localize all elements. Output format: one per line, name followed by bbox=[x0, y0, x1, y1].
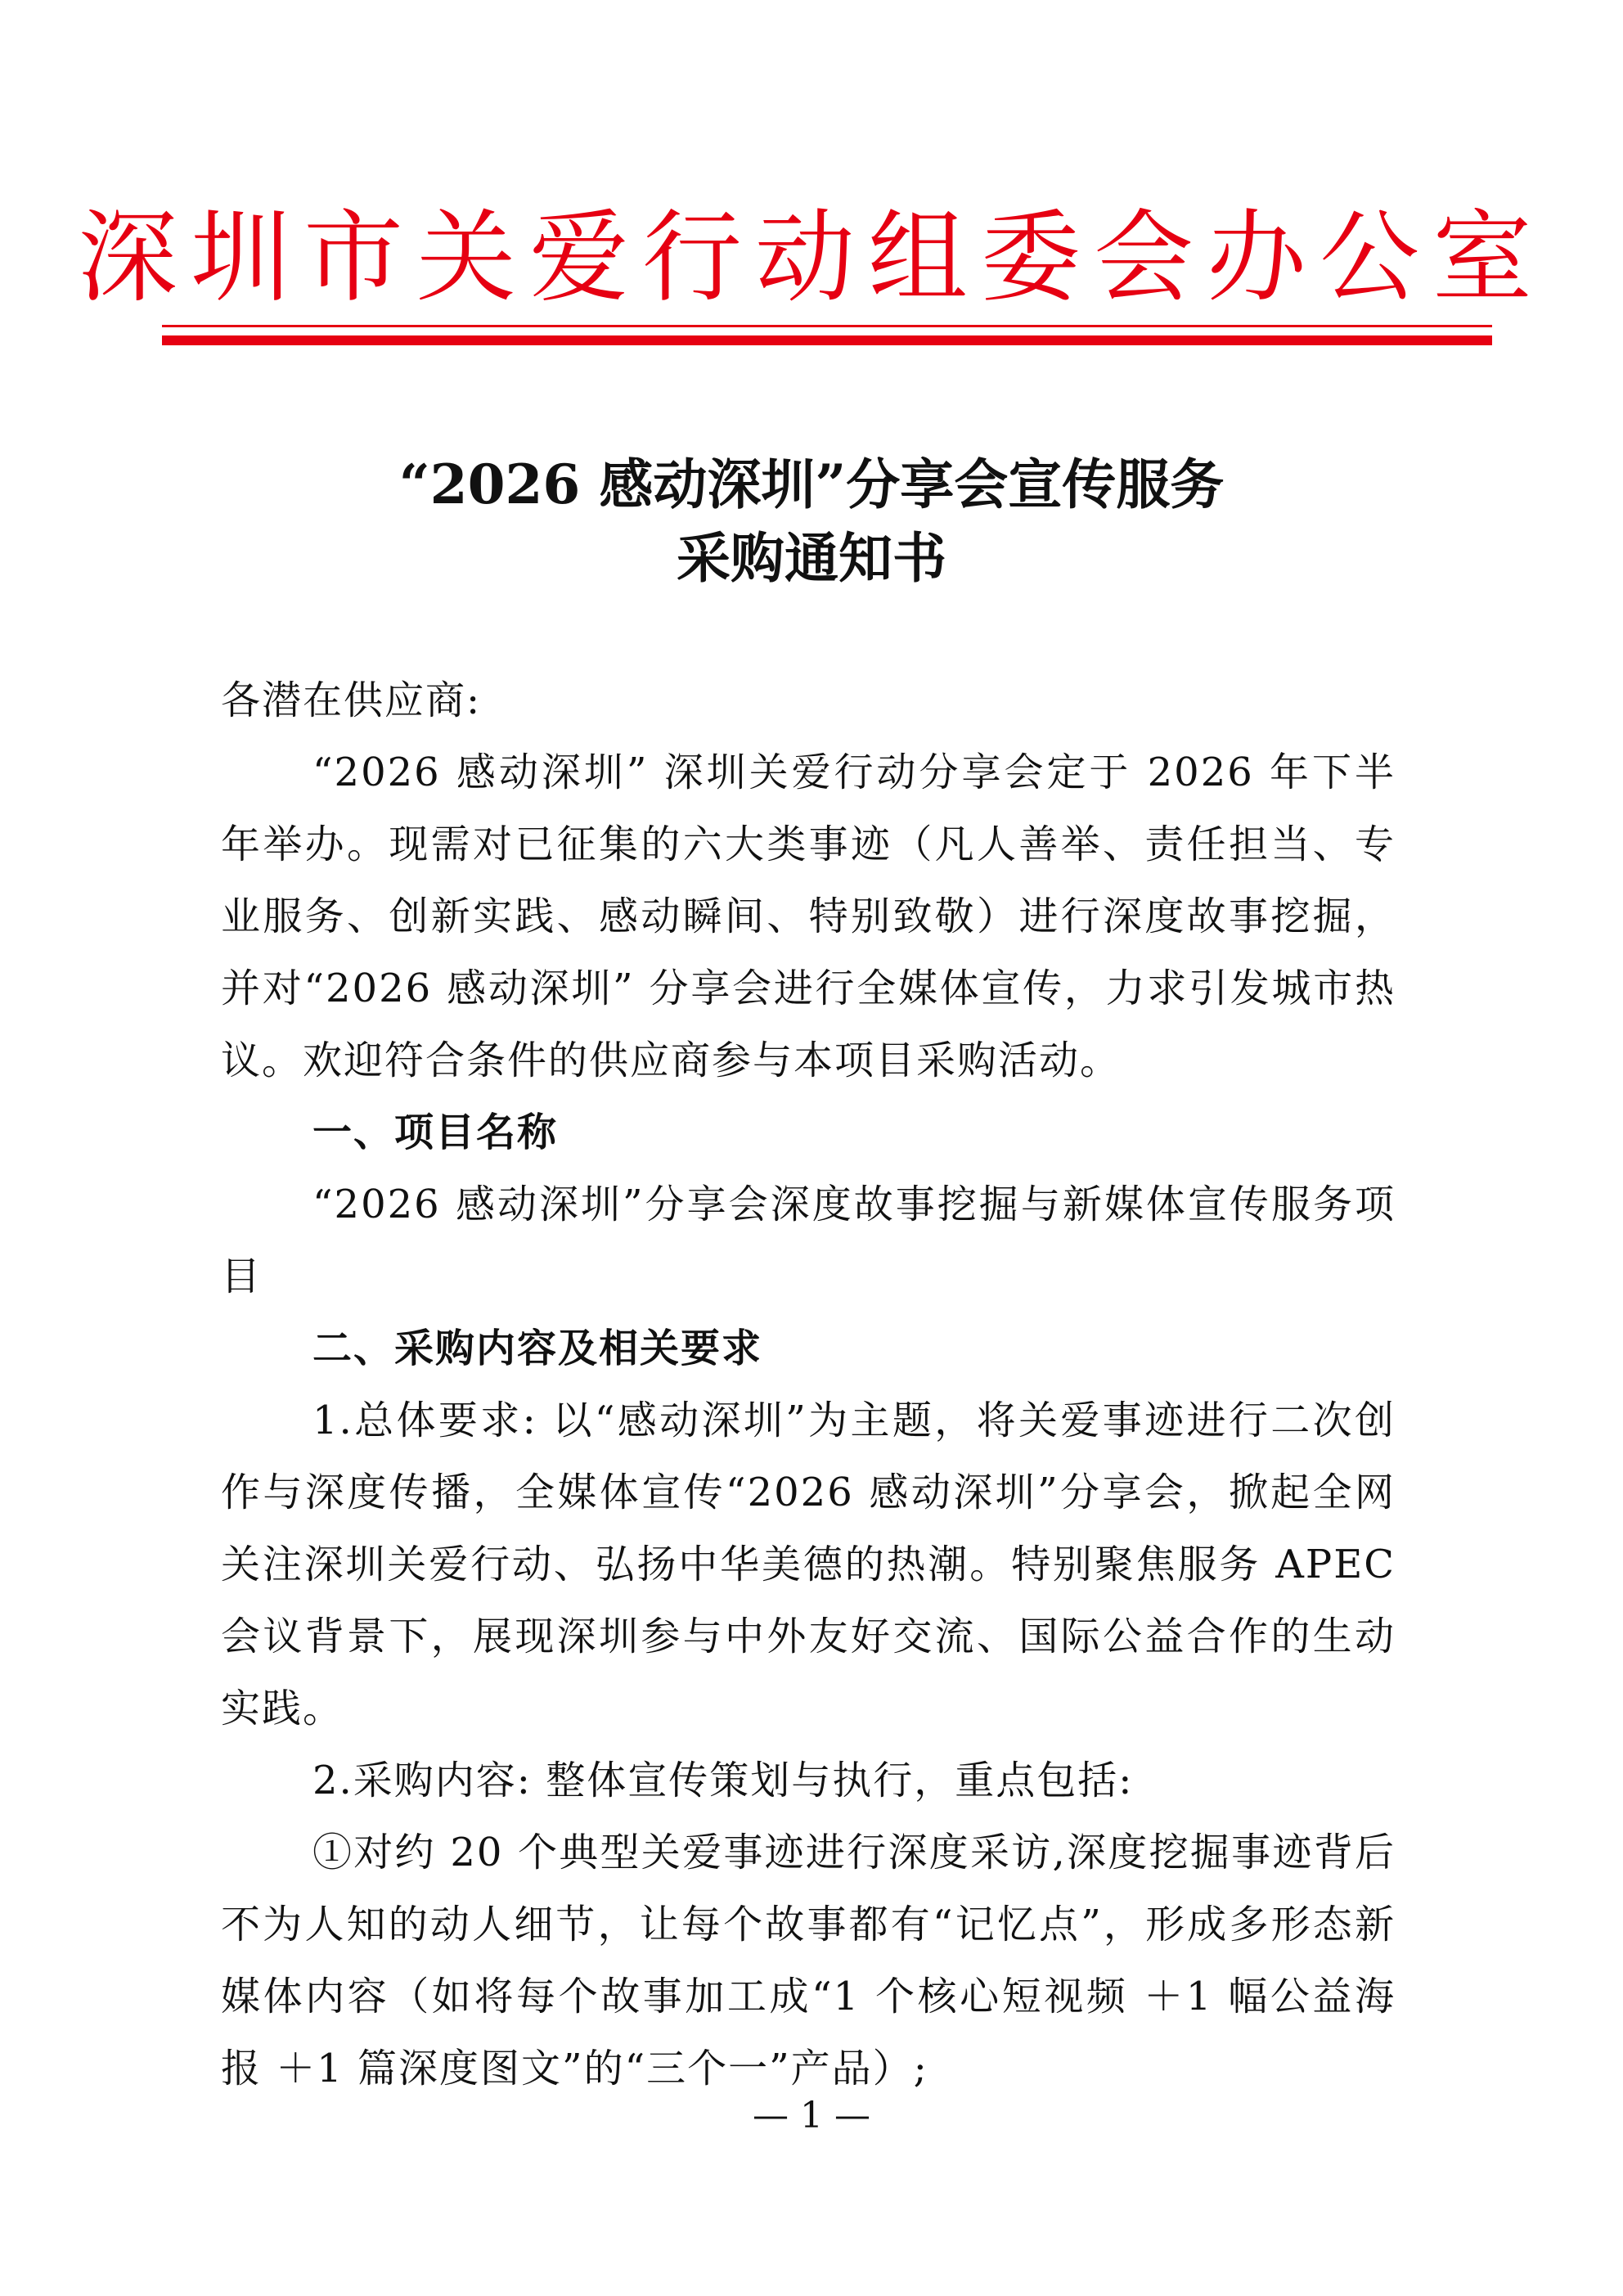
procurement-content-paragraph: 2.采购内容: 整体宣传策划与执行，重点包括: bbox=[312, 1758, 1134, 1803]
section-heading-project-name: 一、项目名称 bbox=[312, 1110, 559, 1155]
header-thick-rule bbox=[162, 335, 1492, 345]
document-title-line-1: “2026 感动深圳”分享会宣传服务 bbox=[398, 452, 1225, 516]
document-title-line-2: 采购通知书 bbox=[677, 526, 946, 590]
header-thin-rule bbox=[162, 325, 1492, 327]
overall-requirements-paragraph: 1.总体要求: 以“感动深圳”为主题，将关爱事迹进行二次创作与深度传播，全媒体宣传“2026 感动深圳”分享会，掀起全网关注深圳关爱行动、弘扬中华美德的热潮。特别聚焦服务 APEC 会议背景下，展现深圳参与中外友好交流、国际公益合作的生动实践。 bbox=[221, 1398, 1396, 1731]
project-name-paragraph: “2026 感动深圳”分享会深度故事挖掘与新媒体宣传服务项目 bbox=[221, 1182, 1396, 1299]
page-number: — 1 — bbox=[753, 2095, 870, 2136]
salutation: 各潜在供应商: bbox=[221, 678, 482, 723]
issuer-header: 深圳市关爱行动组委会办公室 bbox=[78, 200, 1545, 316]
intro-paragraph: “2026 感动深圳” 深圳关爱行动分享会定于 2026 年下半年举办。现需对已征集的六大类事迹（凡人善举、责任担当、专业服务、创新实践、感动瞬间、特别致敬）进行深度故事挖掘，并对“2026 感动深圳” 分享会进行全媒体宣传，力求引发城市热议。欢迎符合条件的供应商参与本项目采购活动。 bbox=[221, 750, 1396, 1083]
procurement-item-1-paragraph: ①对约 20 个典型关爱事迹进行深度采访,深度挖掘事迹背后不为人知的动人细节，让每个故事都有“记忆点”，形成多形态新媒体内容（如将每个故事加工成“1 个核心短视频 ＋1 幅公益海报 ＋1 篇深度图文”的“三个一”产品）; bbox=[221, 1830, 1396, 2091]
section-heading-requirements: 二、采购内容及相关要求 bbox=[312, 1326, 763, 1371]
